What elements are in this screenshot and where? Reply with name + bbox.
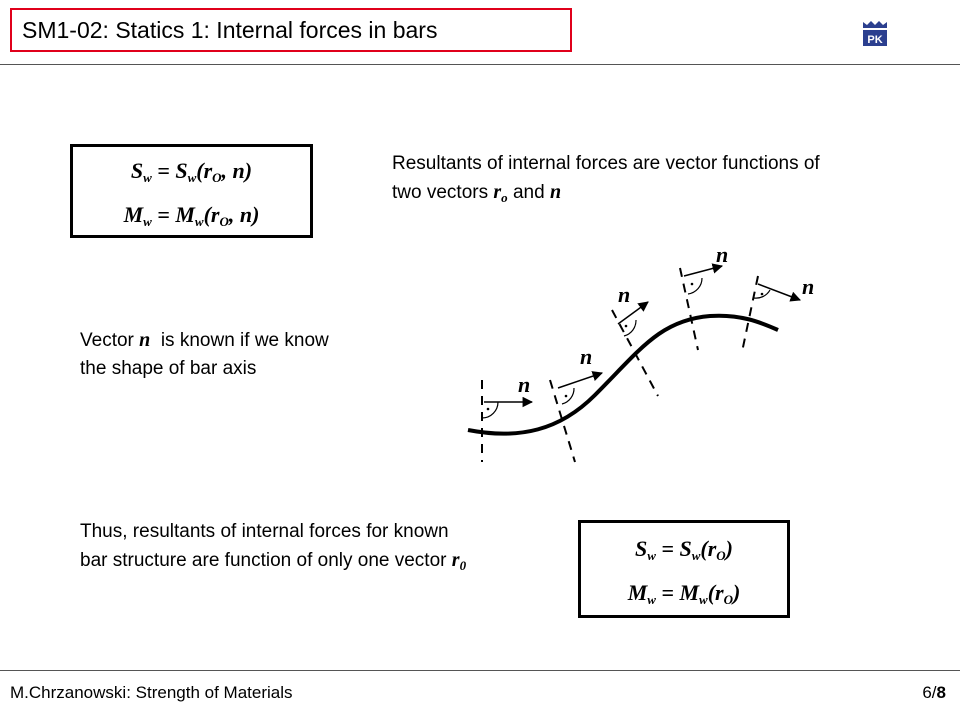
normal-arrow-2	[558, 373, 602, 388]
normal-label-1: n	[518, 372, 531, 397]
formula-box-general	[70, 144, 313, 238]
formula-shear-reduced: $S_w = S_w(r_O)$	[635, 536, 733, 563]
section-line-5	[742, 276, 758, 352]
normal-label-5: n	[802, 274, 815, 299]
normal-arrow-5	[758, 284, 800, 300]
right-angle-mark-1	[482, 402, 498, 418]
right-angle-mark-4	[688, 278, 702, 294]
formula-moment-reduced: $M_w = M_w(r_O)$	[627, 580, 741, 607]
slide-title-box	[10, 8, 572, 52]
text-resultants: Resultants of internal forces are vector functions of two vectors $r_o$ and n	[392, 153, 820, 205]
normal-label-2: n	[580, 344, 593, 369]
header-divider	[0, 64, 960, 65]
svg-text:PK: PK	[867, 34, 883, 46]
right-angle-mark-3	[624, 320, 636, 336]
formula-box-reduced	[578, 520, 790, 618]
right-angle-mark-2	[562, 388, 574, 404]
formula-shear-general: $S_w = S_w(r_O$, n)	[130, 158, 253, 185]
bar-axis-diagram	[440, 240, 840, 470]
page-number: 6/8	[922, 683, 946, 702]
normal-label-4: n	[716, 242, 729, 267]
normal-arrow-4	[684, 266, 722, 276]
text-thus: Thus, resultants of internal forces for known bar structure are function of only one vector $r_0$	[80, 521, 467, 573]
footer-divider	[0, 670, 960, 671]
normal-label-3: n	[618, 282, 631, 307]
section-line-4	[680, 268, 698, 350]
formula-moment-general: $M_w = M_w(r_O$, n)	[123, 202, 260, 229]
bar-axis-curve	[468, 316, 778, 434]
slide-title: SM1-02: Statics 1: Internal forces in bars	[22, 17, 438, 43]
text-vector-n: Vector n is known if we know the shape of bar axis	[80, 329, 335, 379]
footer-author: M.Chrzanowski: Strength of Materials	[10, 683, 293, 702]
university-logo-icon	[860, 18, 890, 48]
